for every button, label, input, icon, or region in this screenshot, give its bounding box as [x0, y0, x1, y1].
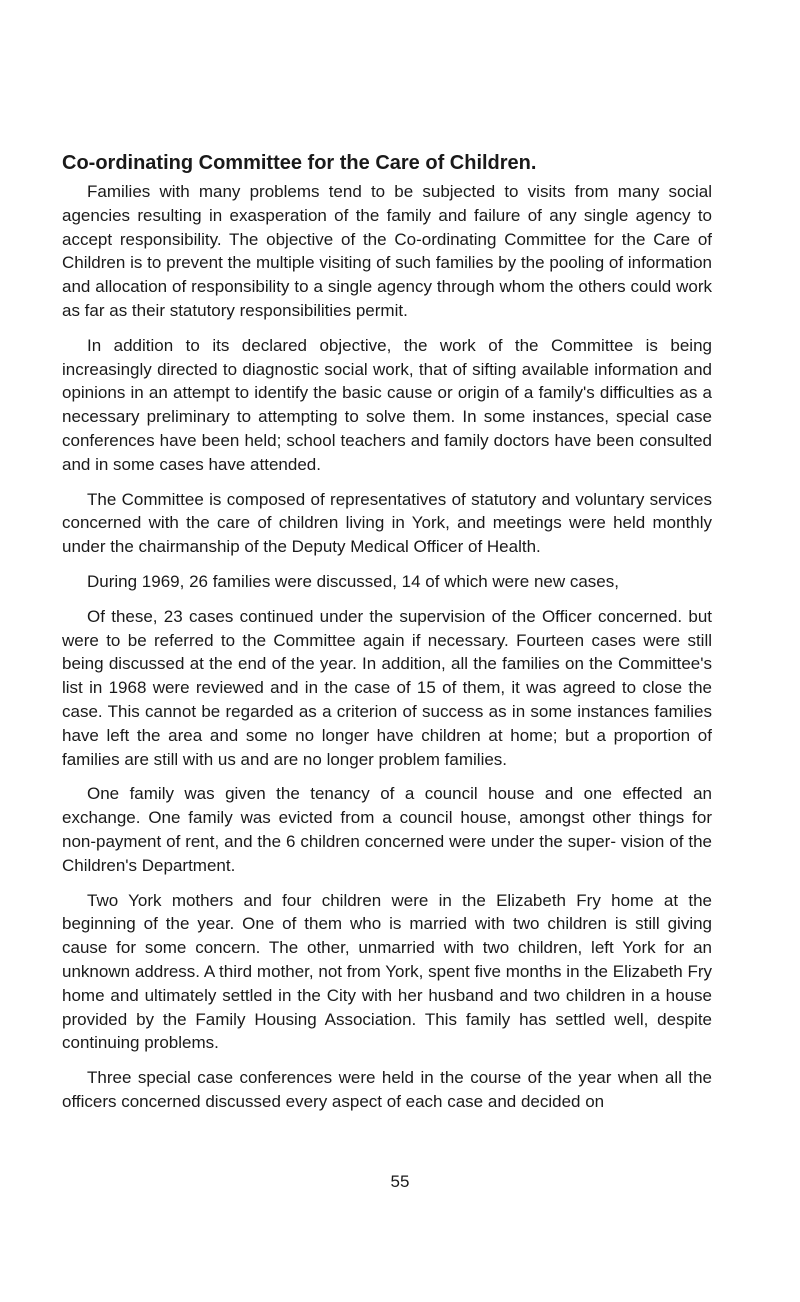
page-number: 55 — [390, 1172, 410, 1191]
body-text — [62, 180, 712, 1125]
paragraph-4: During 1969, 26 families were discussed, 14 of which were new cases, — [87, 571, 619, 591]
paragraph-8: Three special case conferences were held in the course of the year when all the officers concerned discussed every aspect of each case and decided on — [62, 1068, 712, 1111]
page-heading: Co-ordinating Committee for the Care of Children. — [62, 152, 537, 174]
paragraph-7: Two York mothers and four children were in the Elizabeth Fry home at the beginning of the year. One of them who is married with two children is still giving cause for some concern. The other, unmarried with two children, left York for an unknown address. A third mother, not from York, spent five months in the Elizabeth Fry home and ultimately settled in the City with her husband and two children in a house provided by the Family Housing Association. This family has settled well, despite continuing problems. — [62, 890, 712, 1053]
paragraph-3: The Committee is composed of representatives of statutory and voluntary services concerned with the care of children living in York, and meetings were held monthly under the chairmanship of the Deputy Medical Officer of Health. — [62, 489, 712, 557]
paragraph-5: Of these, 23 cases continued under the supervision of the Officer concerned. but were to be referred to the Committee again if necessary. Fourteen cases were still being discussed at the end of the year. In addition, all the families on the Committee's list in 1968 were reviewed and in the case of 15 of them, it was agreed to close the case. This cannot be regarded as a criterion of success as in some instances families have left the area and some no longer have children at home; but a proportion of families are still with us and are no longer problem families. — [62, 606, 712, 769]
paragraph-1: Families with many problems tend to be subjected to visits from many social agencies resulting in exasperation of the family and failure of any single agency to accept responsibility. The objective of the Co-ordinating Committee for the Care of Children is to prevent the multiple visiting of such families by the pooling of information and allocation of responsibility to a single agency through whom the others could work as far as their statutory responsibilities permit. — [62, 182, 712, 320]
paragraph-2: In addition to its declared objective, the work of the Committee is being increasingly directed to diagnostic social work, that of sifting available information and opinions in an attempt to identify the basic cause or origin of a family's difficulties as a necessary preliminary to attempting to solve them. In some instances, special case conferences have been held; school teachers and family doctors have been consulted and in some cases have attended. — [62, 335, 712, 474]
paragraph-6: One family was given the tenancy of a council house and one effected an exchange. One family was evicted from a council house, amongst other things for non-payment of rent, and the 6 children concerned were under the super- vision of the Children's Department. — [62, 784, 712, 875]
